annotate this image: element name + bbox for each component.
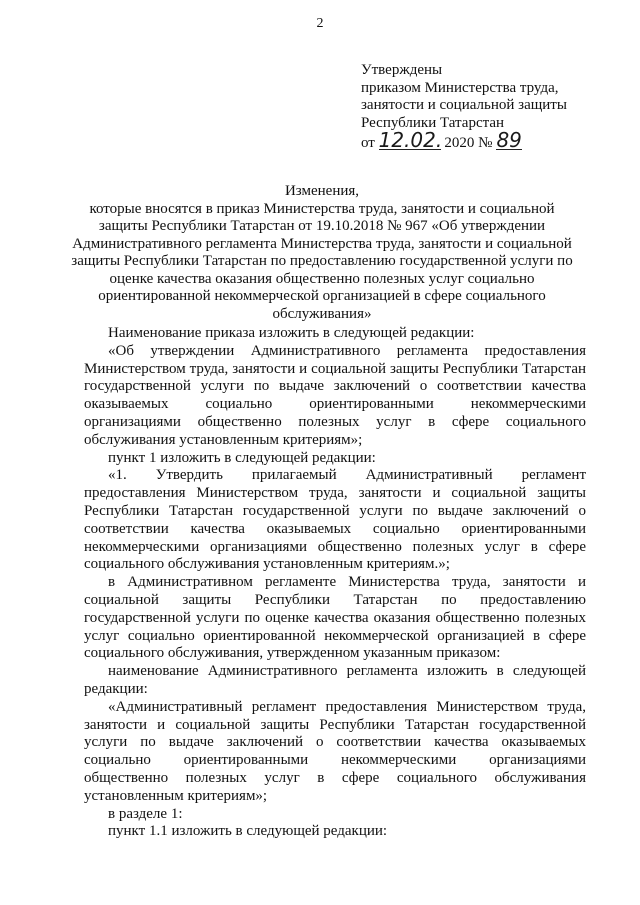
approval-line-4: Республики Татарстан <box>361 114 505 131</box>
document-title <box>62 183 582 323</box>
approval-line-1: Утверждены <box>361 62 443 78</box>
approval-date-line <box>361 128 621 153</box>
title-line-4: Административного регламента Министерства труда, занятости и социальной <box>72 235 572 252</box>
paragraph: пункт 1.1 изложить в следующей редакции: <box>108 823 388 840</box>
approval-line-2: приказом Министерства труда, <box>361 79 559 96</box>
approval-block <box>361 62 621 153</box>
title-line-7: ориентированной некоммерческой организацией в сфере социального <box>98 288 546 304</box>
title-line-6: оценке качества оказания общественно полезных услуг социально <box>109 270 535 287</box>
year-label: 2020 № <box>444 135 493 151</box>
title-line-5: защиты Республики Татарстан по предоставлению государственной услуги по <box>71 253 573 269</box>
approval-line-3: занятости и социальной защиты <box>361 97 567 113</box>
paragraph: «Об утверждении Административного регламента предоставления Министерством труда, занятости и социальной защиты Республики Татарстан государственной услуги по выдаче заключений о соответствии качества оказываемых социально ориентированными некоммерческими организациями общественно полезных услуг в сфере социального обслуживания установленным критериям»; <box>84 342 586 448</box>
date-prefix: от <box>361 135 375 151</box>
handwritten-date: 12.02. <box>378 128 443 152</box>
title-line-8: обслуживания» <box>272 305 372 322</box>
handwritten-order-number: 89 <box>496 128 522 152</box>
paragraph: Наименование приказа изложить в следующей редакции: <box>108 325 475 341</box>
document-body <box>84 325 586 841</box>
paragraph: пункт 1 изложить в следующей редакции: <box>108 449 376 466</box>
paragraph: «Административный регламент предоставления Министерством труда, занятости и социальной защиты Республики Татарстан государственной услуги по выдаче заключений о соответствии качества оказываемых социально ориентированными некоммерческими организациями общественно полезных услуг в сфере социального обслуживания установленным критериям»; <box>84 698 586 804</box>
title-line-3: защиты Республики Татарстан от 19.10.2018 № 967 «Об утверждении <box>98 218 546 234</box>
title-line-1: Изменения, <box>284 183 360 199</box>
paragraph: в Административном регламенте Министерства труда, занятости и социальной защиты Республики Татарстан по предоставлению государственной услуги по оценке качества оказания общественно полезных услуг социально ориентированной некоммерческой организацией в сфере социального обслуживания, утвержденном указанным приказом: <box>84 574 586 662</box>
title-line-2: которые вносятся в приказ Министерства труда, занятости и социальной <box>89 200 555 217</box>
page-number: 2 <box>316 16 324 31</box>
paragraph: «1. Утвердить прилагаемый Административный регламент предоставления Министерством труда, занятости и социальной защиты Республики Татарстан государственной услуги по выдаче заключений о соответствии качества оказываемых социально ориентированными некоммерческими организациями общественно полезных услуг в сфере социального обслуживания установленным критериям.»; <box>84 467 586 573</box>
paragraph: наименование Административного регламента изложить в следующей редакции: <box>84 663 586 697</box>
paragraph: в разделе 1: <box>108 805 183 822</box>
